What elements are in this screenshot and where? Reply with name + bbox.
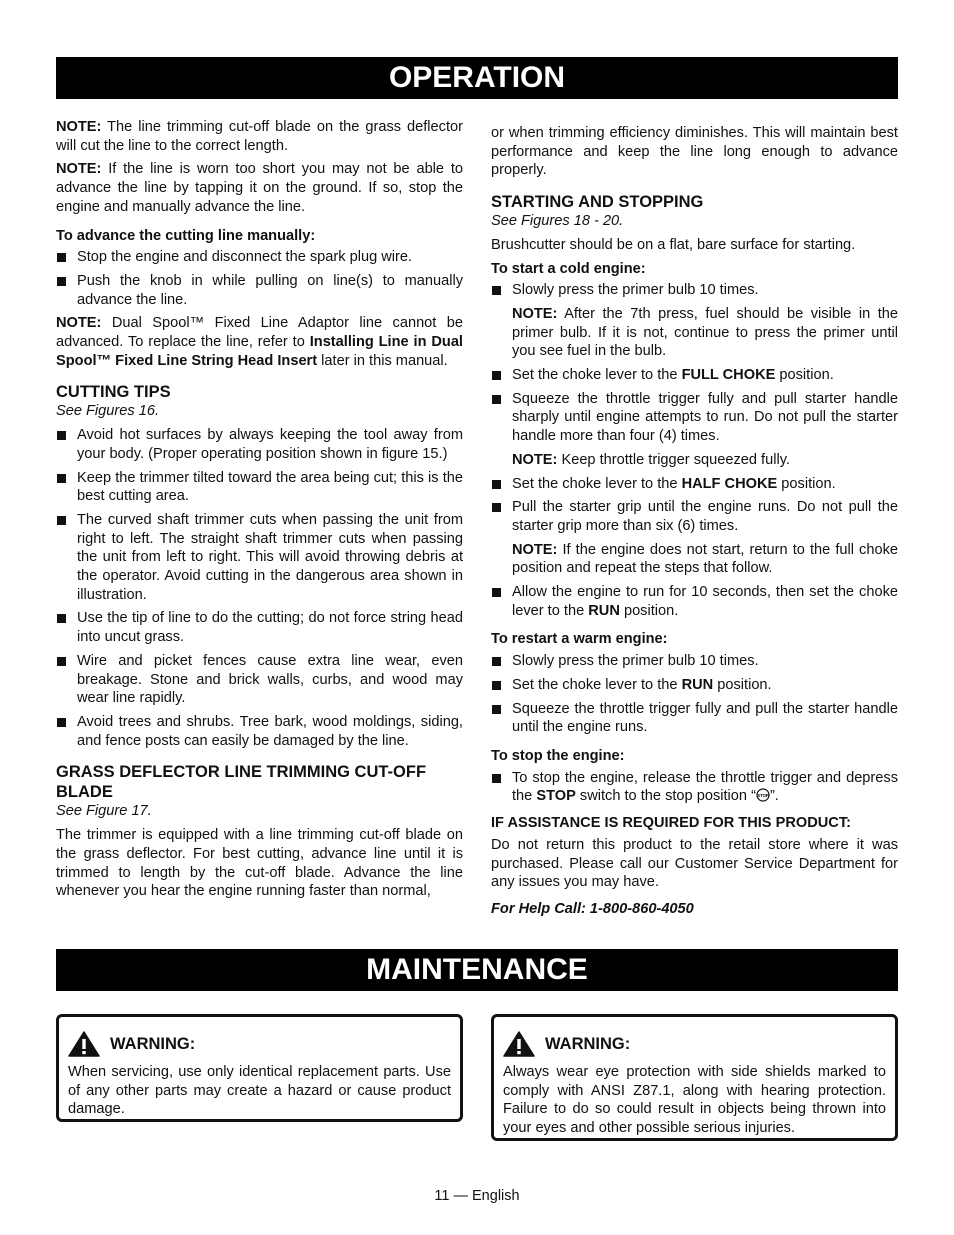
maintenance-banner: MAINTENANCE	[56, 949, 898, 991]
bullet-icon	[492, 705, 501, 714]
bullet-icon	[492, 588, 501, 597]
warning-text: When servicing, use only identical replacement parts. Use of any other parts may create a hazard or cause product damage.	[68, 1064, 451, 1118]
list-item: Avoid hot surfaces by always keeping the tool away from your body. (Proper operating position shown in figure 15.)	[56, 426, 463, 463]
list-item: Squeeze the throttle trigger fully and pull the starter handle until the engine runs.	[491, 700, 898, 737]
warning-box-parts	[56, 1014, 463, 1122]
manual-advance-heading: To advance the cutting line manually:	[56, 227, 316, 244]
warning-triangle-icon	[68, 1031, 100, 1057]
warning-triangle-icon	[503, 1031, 535, 1057]
note-dual-spool: NOTE: Dual Spool™ Fixed Line Adaptor line cannot be advanced. To replace the line, refer to Installing Line in Dual Spool™ Fixed Line String Head Insert later in this manual.	[56, 315, 463, 369]
cold-start-heading: To start a cold engine:	[491, 260, 646, 277]
bullet-icon	[492, 286, 501, 295]
cutting-tips-list	[56, 426, 463, 750]
cold-start-steps-2	[491, 366, 898, 446]
warning-text: Always wear eye protection with side shields marked to comply with ANSI Z87.1, along with hearing protection. Failure to do so could result in objects being thrown into your eyes and other possible serious injuries.	[503, 1064, 886, 1137]
bullet-icon	[57, 657, 66, 666]
list-item: Slowly press the primer bulb 10 times.	[491, 652, 898, 671]
bullet-icon	[57, 431, 66, 440]
starting-stopping-title: STARTING AND STOPPING	[491, 193, 704, 212]
warm-restart-heading: To restart a warm engine:	[491, 631, 668, 648]
bullet-icon	[57, 253, 66, 262]
bullet-icon	[492, 503, 501, 512]
list-item: Stop the engine and disconnect the spark plug wire.	[56, 248, 463, 267]
cold-start-note-primer: NOTE: After the 7th press, fuel should be visible in the primer bulb. If it is not, continue to press the primer until you see fuel in the bulb.	[512, 305, 899, 360]
bullet-icon	[57, 516, 66, 525]
help-phone: For Help Call: 1-800-860-4050	[491, 900, 694, 917]
assistance-text: Do not return this product to the retail store where it was purchased. Please call our Customer Service Department for any issues you may have.	[491, 836, 898, 891]
bullet-icon	[57, 474, 66, 483]
note-line-short: NOTE: If the line is worn too short you may not be able to advance the line by tapping it on the ground. If so, stop the engine and manually advance the line.	[56, 161, 463, 215]
warning-box-eye-protection	[491, 1014, 898, 1141]
page-footer: 11 — English	[434, 1188, 520, 1204]
assistance-heading: IF ASSISTANCE IS REQUIRED FOR THIS PRODUCT:	[491, 815, 851, 832]
grass-deflector-figure-ref: See Figure 17.	[56, 803, 152, 820]
bullet-icon	[57, 614, 66, 623]
deflector-continuation: or when trimming efficiency diminishes. This will maintain best performance and keep the line long enough to advance properly.	[491, 125, 898, 179]
bullet-icon	[57, 718, 66, 727]
starting-intro: Brushcutter should be on a flat, bare surface for starting.	[491, 236, 856, 253]
grass-deflector-title: GRASS DEFLECTOR LINE TRIMMING CUT-OFF BLADE	[56, 763, 427, 802]
list-item: Push the knob in while pulling on line(s) to manually advance the line.	[56, 272, 463, 309]
list-item: Avoid trees and shrubs. Tree bark, wood moldings, siding, and fence posts can easily be damaged by the line.	[56, 713, 463, 750]
list-item: The curved shaft trimmer cuts when passing the unit from right to left. The straight shaft trimmer cuts when passing the unit from left to right. This will avoid throwing debris at the operator. Avoid cutting in the dangerous area shown in illustration.	[56, 511, 463, 605]
operation-left-column	[56, 118, 463, 906]
manual-advance-steps	[56, 248, 463, 309]
stop-engine-heading: To stop the engine:	[491, 747, 625, 764]
note-cutoff-blade: NOTE: The line trimming cut-off blade on the grass deflector will cut the line to the correct length.	[56, 119, 463, 154]
stop-switch-icon	[756, 788, 770, 802]
operation-right-column	[491, 124, 898, 919]
bullet-icon	[492, 395, 501, 404]
list-item: Squeeze the throttle trigger fully and pull starter handle sharply until engine attempts to run. Do not pull the starter handle more than four (4) times.	[491, 390, 898, 446]
bullet-icon	[492, 371, 501, 380]
stop-engine-steps	[491, 769, 898, 806]
warm-restart-steps	[491, 652, 898, 737]
bullet-icon	[57, 277, 66, 286]
cold-start-note-full-choke: NOTE: If the engine does not start, return to the full choke position and repeat the steps that follow.	[512, 541, 898, 577]
operation-banner: OPERATION	[56, 57, 898, 99]
list-item: Allow the engine to run for 10 seconds, then set the choke lever to the RUN position.	[491, 583, 898, 620]
list-item: Use the tip of line to do the cutting; do not force string head into uncut grass.	[56, 609, 463, 646]
list-item: Wire and picket fences cause extra line wear, even breakage. Stone and brick walls, curbs, and wood may wear line rapidly.	[56, 652, 463, 708]
bullet-icon	[492, 480, 501, 489]
cold-start-steps-4	[491, 583, 898, 620]
list-item: Keep the trimmer tilted toward the area being cut; this is the best cutting area.	[56, 469, 463, 506]
starting-figure-ref: See Figures 18 - 20.	[491, 213, 624, 230]
bullet-icon	[492, 681, 501, 690]
list-item: Set the choke lever to the RUN position.	[491, 676, 898, 695]
svg-text:STOP: STOP	[757, 793, 769, 799]
cutting-tips-title: CUTTING TIPS	[56, 383, 171, 402]
warning-header: WARNING:	[68, 1031, 451, 1057]
warning-header: WARNING:	[503, 1031, 886, 1057]
list-item: Set the choke lever to the HALF CHOKE position.	[491, 475, 898, 494]
grass-deflector-text: The trimmer is equipped with a line trimming cut-off blade on the grass deflector. For best cutting, advance line until it is trimmed to length by the cut-off blade. Advance the line whenever you hear the engine running faster than normal,	[56, 827, 463, 900]
cold-start-note-throttle: NOTE: Keep throttle trigger squeezed fully.	[512, 451, 790, 468]
list-item: To stop the engine, release the throttle trigger and depress the STOP switch to the stop position “ STOP ”.	[491, 769, 898, 806]
cold-start-steps-3	[491, 475, 898, 536]
list-item: Slowly press the primer bulb 10 times.	[491, 281, 898, 300]
list-item: Set the choke lever to the FULL CHOKE position.	[491, 366, 898, 385]
list-item: Pull the starter grip until the engine runs. Do not pull the starter grip more than six (6) times.	[491, 498, 898, 535]
bullet-icon	[492, 774, 501, 783]
cold-start-steps	[491, 281, 898, 300]
cutting-tips-figure-ref: See Figures 16.	[56, 403, 160, 420]
bullet-icon	[492, 657, 501, 666]
